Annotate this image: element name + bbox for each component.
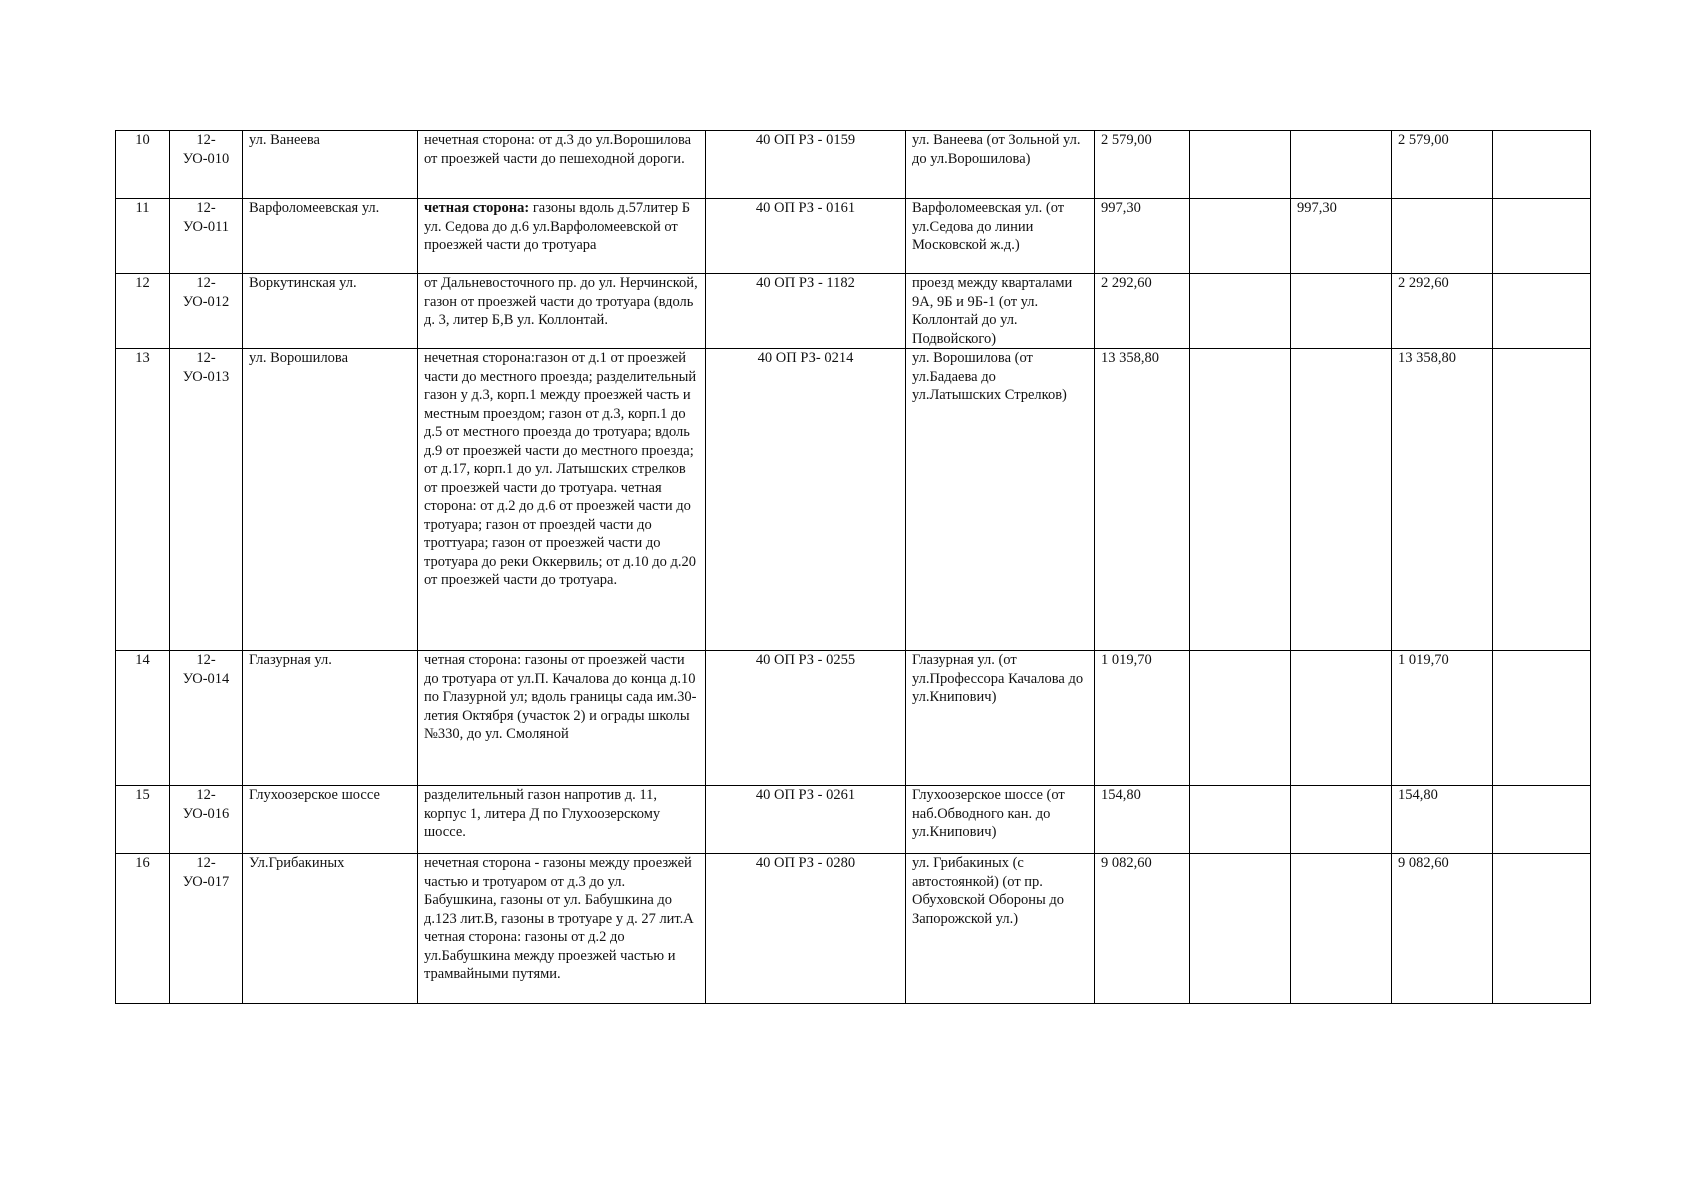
road-id: 40 ОП РЗ - 0255: [706, 651, 906, 786]
table-row: [116, 199, 1591, 274]
row-number: 14: [116, 651, 170, 786]
value-col-2: [1291, 131, 1392, 199]
road-id: 40 ОП РЗ- 0214: [706, 349, 906, 651]
description-lead: четная сторона:: [424, 200, 530, 216]
value-col-4: [1493, 199, 1591, 274]
value-col-1: [1190, 786, 1291, 854]
greenery-table: [115, 130, 1591, 1004]
row-number: 13: [116, 349, 170, 651]
street-name: Ул.Грибакиных: [243, 854, 418, 1004]
street-name: Глазурная ул.: [243, 651, 418, 786]
row-number: 16: [116, 854, 170, 1004]
value-col-2: [1291, 651, 1392, 786]
object-code: 12-УО-011: [170, 199, 243, 274]
road-section: ул. Ворошилова (от ул.Бадаева до ул.Латышских Стрелков): [906, 349, 1095, 651]
value-col-1: [1190, 199, 1291, 274]
value-col-2: 997,30: [1291, 199, 1392, 274]
value-col-4: [1493, 131, 1591, 199]
object-code: 12-УО-013: [170, 349, 243, 651]
row-number: 10: [116, 131, 170, 199]
lawn-description: нечетная сторона - газоны между проезжей частью и тротуаром от д.3 до ул. Бабушкина, газоны от ул. Бабушкина до д.123 лит.В, газоны в тротуаре у д. 27 лит.А четная сторона: газоны от д.2 до ул.Бабушкина между проезжей частью и трамвайными путями.: [418, 854, 706, 1004]
table-row: [116, 349, 1591, 651]
road-section: Глазурная ул. (от ул.Профессора Качалова до ул.Книпович): [906, 651, 1095, 786]
area-total: 2 579,00: [1095, 131, 1190, 199]
road-id: 40 ОП РЗ - 0159: [706, 131, 906, 199]
value-col-3: 1 019,70: [1392, 651, 1493, 786]
object-code: 12-УО-017: [170, 854, 243, 1004]
value-col-4: [1493, 786, 1591, 854]
road-section: Варфоломеевская ул. (от ул.Седова до линии Московской ж.д.): [906, 199, 1095, 274]
road-section: проезд между кварталами 9А, 9Б и 9Б-1 (от ул. Коллонтай до ул. Подвойского): [906, 274, 1095, 349]
street-name: Глухоозерское шоссе: [243, 786, 418, 854]
road-id: 40 ОП РЗ - 0161: [706, 199, 906, 274]
street-name: ул. Ванеева: [243, 131, 418, 199]
object-code: 12-УО-014: [170, 651, 243, 786]
value-col-1: [1190, 274, 1291, 349]
road-id: 40 ОП РЗ - 0280: [706, 854, 906, 1004]
area-total: 2 292,60: [1095, 274, 1190, 349]
street-name: Варфоломеевская ул.: [243, 199, 418, 274]
value-col-3: [1392, 199, 1493, 274]
value-col-3: 2 292,60: [1392, 274, 1493, 349]
value-col-1: [1190, 651, 1291, 786]
value-col-3: 154,80: [1392, 786, 1493, 854]
value-col-1: [1190, 349, 1291, 651]
lawn-description: от Дальневосточного пр. до ул. Нерчинской, газон от проезжей части до тротуара (вдоль д. 3, литер Б,В ул. Коллонтай.: [418, 274, 706, 349]
road-section: Глухоозерское шоссе (от наб.Обводного кан. до ул.Книпович): [906, 786, 1095, 854]
table-row: [116, 651, 1591, 786]
lawn-description: разделительный газон напротив д. 11, корпус 1, литера Д по Глухоозерскому шоссе.: [418, 786, 706, 854]
table-row: [116, 274, 1591, 349]
value-col-3: 2 579,00: [1392, 131, 1493, 199]
value-col-4: [1493, 854, 1591, 1004]
value-col-4: [1493, 274, 1591, 349]
table-row: [116, 854, 1591, 1004]
value-col-1: [1190, 131, 1291, 199]
table-row: [116, 131, 1591, 199]
table-row: [116, 786, 1591, 854]
object-code: 12-УО-016: [170, 786, 243, 854]
lawn-description: нечетная сторона:газон от д.1 от проезжей части до местного проезда; разделительный газон у д.3, корп.1 между проезжей часть и местным проездом; газон от д.3, корп.1 до д.5 от местного проезда до тротуара; вдоль д.9 от проезжей части до местного проезда; от д.17, корп.1 до ул. Латышских стрелков от проезжей части до тротуара. четная сторона: от д.2 до д.6 от проезжей части до тротуара; газон от проездей части до троттуара; газон от проезжей части до тротуара до реки Оккервиль; от д.10 до д.20 от проезжей части до тротуара.: [418, 349, 706, 651]
value-col-2: [1291, 274, 1392, 349]
value-col-3: 13 358,80: [1392, 349, 1493, 651]
row-number: 15: [116, 786, 170, 854]
area-total: 1 019,70: [1095, 651, 1190, 786]
lawn-description: нечетная сторона: от д.3 до ул.Ворошилова от проезжей части до пешеходной дороги.: [418, 131, 706, 199]
row-number: 11: [116, 199, 170, 274]
road-section: ул. Грибакиных (с автостоянкой) (от пр. Обуховской Обороны до Запорожской ул.): [906, 854, 1095, 1004]
lawn-description: четная сторона: газоны от проезжей части до тротуара от ул.П. Качалова до конца д.10 по Глазурной ул; вдоль границы сада им.30-летия Октября (участок 2) и ограды школы №330, до ул. Смоляной: [418, 651, 706, 786]
road-id: 40 ОП РЗ - 1182: [706, 274, 906, 349]
value-col-2: [1291, 349, 1392, 651]
area-total: 154,80: [1095, 786, 1190, 854]
object-code: 12-УО-012: [170, 274, 243, 349]
value-col-3: 9 082,60: [1392, 854, 1493, 1004]
object-code: 12-УО-010: [170, 131, 243, 199]
area-total: 9 082,60: [1095, 854, 1190, 1004]
street-name: Воркутинская ул.: [243, 274, 418, 349]
value-col-4: [1493, 349, 1591, 651]
area-total: 13 358,80: [1095, 349, 1190, 651]
value-col-4: [1493, 651, 1591, 786]
row-number: 12: [116, 274, 170, 349]
value-col-2: [1291, 854, 1392, 1004]
road-id: 40 ОП РЗ - 0261: [706, 786, 906, 854]
value-col-2: [1291, 786, 1392, 854]
street-name: ул. Ворошилова: [243, 349, 418, 651]
value-col-1: [1190, 854, 1291, 1004]
area-total: 997,30: [1095, 199, 1190, 274]
road-section: ул. Ванеева (от Зольной ул. до ул.Ворошилова): [906, 131, 1095, 199]
description-text: газоны вдоль д.57литер Б ул. Седова до д.6 ул.Варфоломеевской от проезжей части до тротуара: [424, 200, 691, 253]
lawn-description: [418, 199, 706, 274]
